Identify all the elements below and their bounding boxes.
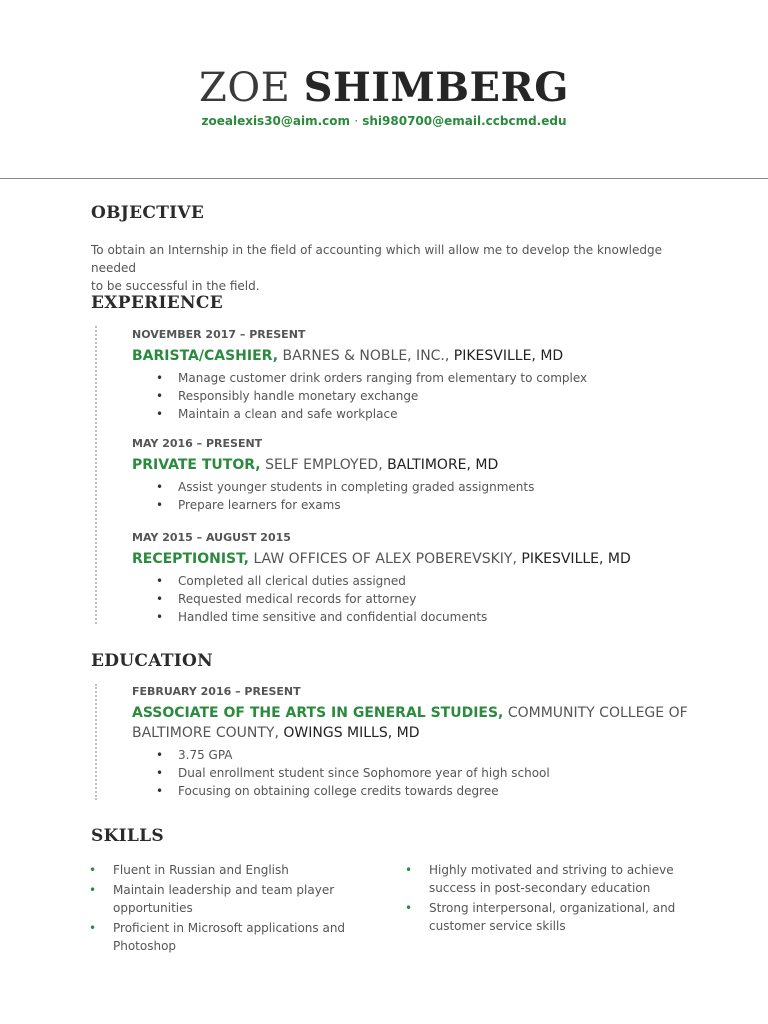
skills-list-left (89, 861, 359, 955)
job-org: SELF EMPLOYED, (265, 457, 383, 473)
school-location: OWINGS MILLS, MD (283, 725, 420, 741)
contact-separator: · (354, 114, 359, 128)
school-name-part-1: COMMUNITY COLLEGE OF (507, 705, 688, 721)
email-link-primary[interactable]: zoealexis30@aim.com (201, 114, 351, 128)
job-bullet-list (154, 572, 732, 626)
objective-text (91, 241, 691, 295)
school-name-part-2: BALTIMORE COUNTY, (132, 725, 279, 741)
candidate-name (0, 62, 768, 114)
job-title: RECEPTIONIST, (132, 551, 249, 567)
bullet-icon: • (156, 592, 164, 606)
bullet-icon: • (156, 480, 164, 494)
skill-text: Proficient in Microsoft applications and Photoshop (113, 921, 346, 953)
skills-heading: SKILLS (91, 826, 164, 846)
bullet-text: Prepare learners for exams (178, 498, 341, 512)
skills-column-left (89, 861, 359, 957)
list-item (405, 899, 695, 935)
job-org: LAW OFFICES OF ALEX POBEREVSKIY, (253, 551, 517, 567)
experience-entry (132, 436, 732, 514)
bullet-text: 3.75 GPA (178, 748, 233, 762)
bullet-icon: • (156, 748, 164, 762)
list-item (154, 590, 732, 608)
experience-heading: EXPERIENCE (91, 293, 223, 313)
job-title: BARISTA/CASHIER, (132, 348, 279, 364)
list-item (89, 861, 359, 879)
list-item (154, 764, 732, 782)
bullet-text: Requested medical records for attorney (178, 592, 417, 606)
list-item (89, 919, 359, 955)
skill-text: Fluent in Russian and English (113, 863, 289, 877)
education-timeline-rule (95, 684, 97, 800)
education-bullet-list (154, 746, 732, 800)
email-link-school[interactable]: shi980700@email.ccbcmd.edu (362, 114, 567, 128)
list-item (154, 405, 732, 423)
skill-text: Strong interpersonal, organizational, and customer service skills (429, 901, 676, 933)
job-role (132, 549, 732, 569)
degree-title: ASSOCIATE OF THE ARTS IN GENERAL STUDIES, (132, 705, 504, 721)
bullet-icon: • (156, 766, 164, 780)
list-item (154, 369, 732, 387)
bullet-text: Completed all clerical duties assigned (178, 574, 406, 588)
job-location: PIKESVILLE, MD (521, 551, 631, 567)
bullet-icon: • (405, 901, 413, 915)
education-date: FEBRUARY 2016 – PRESENT (132, 685, 301, 698)
bullet-icon: • (156, 389, 164, 403)
job-role (132, 455, 732, 475)
list-item (405, 861, 695, 897)
list-item (154, 746, 732, 764)
bullet-icon: • (89, 883, 97, 897)
contact-line (0, 112, 768, 130)
list-item (154, 496, 732, 514)
bullet-text: Maintain a clean and safe workplace (178, 407, 398, 421)
experience-entry (132, 530, 732, 626)
bullet-icon: • (156, 574, 164, 588)
education-degree-line (132, 703, 732, 743)
list-item (154, 782, 732, 800)
list-item (154, 387, 732, 405)
skills-column-right (405, 861, 695, 937)
bullet-icon: • (156, 498, 164, 512)
job-bullet-list (154, 478, 732, 514)
list-item (154, 478, 732, 496)
objective-line-1: To obtain an Internship in the field of accounting which will allow me to develop the knowledge needed (91, 243, 662, 275)
bullet-text: Responsibly handle monetary exchange (178, 389, 419, 403)
job-location: BALTIMORE, MD (387, 457, 499, 473)
skill-text: Highly motivated and striving to achieve success in post-secondary education (429, 863, 674, 895)
experience-entry (132, 327, 732, 423)
skills-list-right (405, 861, 695, 935)
bullet-icon: • (405, 863, 413, 877)
job-date: MAY 2016 – PRESENT (132, 437, 263, 450)
job-date: MAY 2015 – AUGUST 2015 (132, 531, 291, 544)
objective-heading: OBJECTIVE (91, 203, 205, 223)
bullet-text: Focusing on obtaining college credits towards degree (178, 784, 499, 798)
bullet-text: Dual enrollment student since Sophomore year of high school (178, 766, 550, 780)
objective-line-2: to be successful in the field. (91, 279, 260, 293)
bullet-text: Assist younger students in completing graded assignments (178, 480, 535, 494)
job-role (132, 346, 732, 366)
list-item (154, 572, 732, 590)
resume-header (0, 0, 768, 179)
job-bullet-list (154, 369, 732, 423)
list-item (154, 608, 732, 626)
skill-text: Maintain leadership and team player opportunities (113, 883, 335, 915)
bullet-icon: • (156, 784, 164, 798)
education-heading: EDUCATION (91, 651, 213, 671)
job-title: PRIVATE TUTOR, (132, 457, 261, 473)
bullet-text: Manage customer drink orders ranging from elementary to complex (178, 371, 588, 385)
first-name: ZOE (199, 65, 291, 111)
bullet-text: Handled time sensitive and confidential documents (178, 610, 488, 624)
list-item (89, 881, 359, 917)
job-org: BARNES & NOBLE, INC., (282, 348, 450, 364)
bullet-icon: • (89, 921, 97, 935)
experience-timeline-rule (95, 326, 97, 624)
bullet-icon: • (156, 407, 164, 421)
job-date: NOVEMBER 2017 – PRESENT (132, 328, 306, 341)
bullet-icon: • (156, 371, 164, 385)
bullet-icon: • (156, 610, 164, 624)
last-name: SHIMBERG (303, 64, 569, 111)
education-entry (132, 684, 732, 800)
bullet-icon: • (89, 863, 97, 877)
job-location: PIKESVILLE, MD (453, 348, 564, 364)
